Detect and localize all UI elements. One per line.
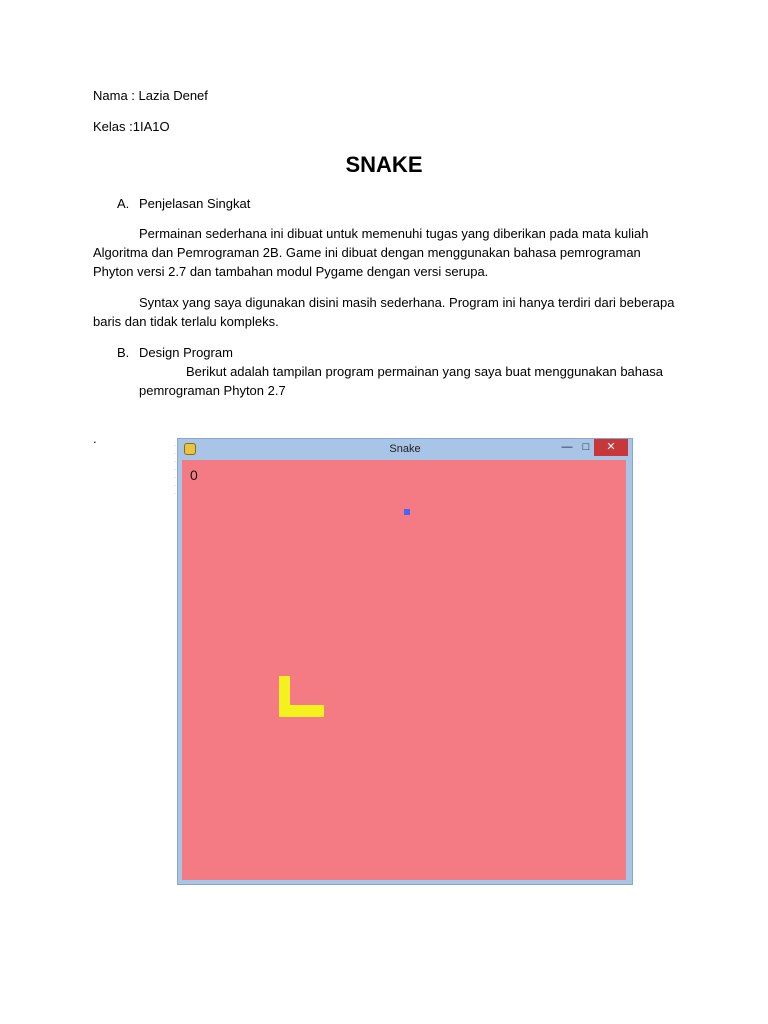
document-title: SNAKE [345, 152, 423, 177]
window-titlebar[interactable] [178, 439, 632, 460]
editor-gutter-mark: · · · · · · · [174, 443, 176, 497]
maximize-button[interactable]: □ [582, 441, 590, 453]
paragraph-line: Berikut adalah tampilan program permainan yang saya buat menggunakan bahasa [186, 364, 663, 379]
section-a-marker: A. [117, 196, 130, 211]
snake-body-horizontal [279, 705, 324, 717]
food-pellet [404, 509, 410, 515]
paragraph-line: Algoritma dan Pemrograman 2B. Game ini dibuat dengan menggunakan bahasa pemrograman [93, 245, 641, 260]
snake-game-window[interactable] [177, 438, 633, 885]
stray-mark: . [93, 431, 97, 446]
paragraph-line: Permainan sederhana ini dibuat untuk memenuhi tugas yang diberikan pada mata kuliah [139, 226, 649, 241]
student-name: Nama : Lazia Denef [93, 88, 208, 103]
section-b-marker: B. [117, 345, 130, 360]
student-class: Kelas :1IA1O [93, 119, 170, 134]
paragraph-line: Syntax yang saya digunakan disini masih sederhana. Program ini hanya terdiri dari beberapa [139, 295, 675, 310]
paragraph-line: Phyton versi 2.7 dan tambahan modul Pygame dengan versi serupa. [93, 264, 489, 279]
section-a-heading: Penjelasan Singkat [139, 196, 251, 211]
section-b-heading: Design Program [139, 345, 233, 360]
paragraph-line: pemrograman Phyton 2.7 [139, 383, 286, 398]
window-title: Snake [389, 443, 421, 455]
paragraph-line: baris dan tidak terlalu kompleks. [93, 314, 279, 329]
close-button[interactable]: ✕ [594, 439, 628, 456]
score-display: 0 [190, 467, 198, 483]
minimize-button[interactable]: — [561, 441, 573, 453]
game-canvas[interactable] [182, 460, 626, 880]
